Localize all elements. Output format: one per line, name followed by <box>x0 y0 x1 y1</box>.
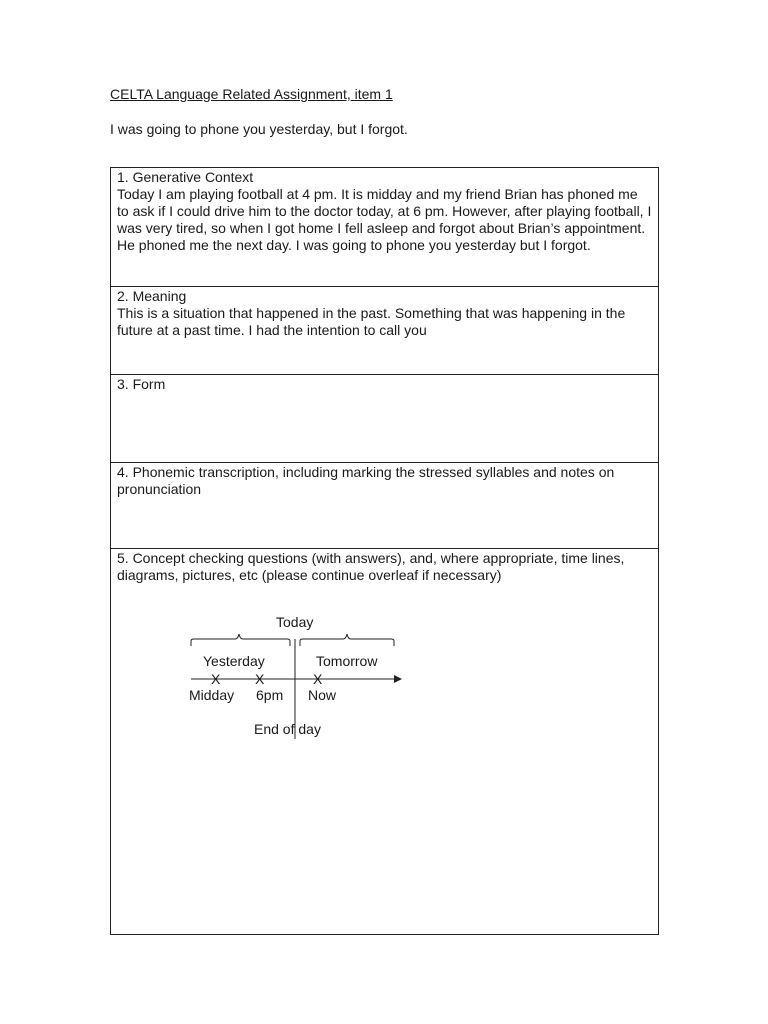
meaning-text: This is a situation that happened in the past. Something that was happening in the future at a past time. I had the intention to call you <box>117 305 626 338</box>
timeline-arrowhead <box>394 675 402 683</box>
midday-marker: X <box>211 671 221 687</box>
yesterday-label: Yesterday <box>203 653 265 669</box>
meaning-heading: 2. Meaning <box>117 288 187 304</box>
generative-context-text: Today I am playing football at 4 pm. It is midday and my friend Brian has phoned me to ask if I could drive him to the doctor today, at 6 pm. However, after playing football, I was very tired, so when I got home I fell asleep and forgot about Brian’s appointment. He phoned me the next day. I was going to phone you yesterday but I forgot. <box>117 186 652 253</box>
tomorrow-label: Tomorrow <box>316 653 378 669</box>
phonemic-cell <box>111 463 658 549</box>
today-label: Today <box>276 614 314 630</box>
six-pm-label: 6pm <box>256 687 284 703</box>
generative-context-heading: 1. Generative Context <box>117 169 254 185</box>
meaning-cell <box>111 287 658 375</box>
concept-checking-cell <box>111 549 658 934</box>
concept-checking-heading: 5. Concept checking questions (with answers), and, where appropriate, time lines, diagrams, pictures, etc (please continue overleaf if necessary) <box>117 550 625 583</box>
timeline-diagram <box>181 609 421 739</box>
six-pm-marker: X <box>255 671 265 687</box>
now-marker: X <box>313 671 323 687</box>
assignment-table <box>110 167 659 935</box>
target-sentence: I was going to phone you yesterday, but I forgot. <box>110 121 408 137</box>
yesterday-brace <box>191 634 290 646</box>
tomorrow-brace <box>300 634 394 646</box>
form-cell <box>111 375 658 463</box>
now-label: Now <box>308 687 337 703</box>
phonemic-heading: 4. Phonemic transcription, including marking the stressed syllables and notes on pronunciation <box>117 464 615 497</box>
document-title: CELTA Language Related Assignment, item 1 <box>110 86 393 102</box>
generative-context-cell <box>111 168 658 287</box>
end-of-day-label: End of day <box>254 721 321 737</box>
midday-label: Midday <box>189 687 235 703</box>
form-heading: 3. Form <box>117 376 166 392</box>
